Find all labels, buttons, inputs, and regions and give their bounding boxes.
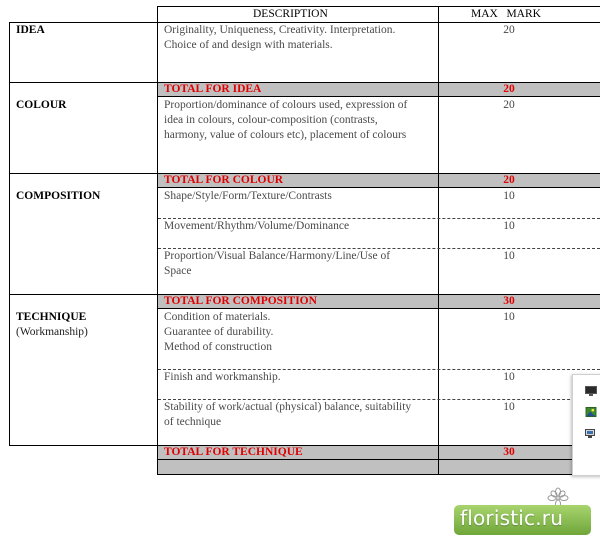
technique-item-3-mark: 10 (503, 401, 515, 413)
colour-desc-line-2: idea in colours, colour-composition (contrasts, (164, 114, 378, 126)
composition-total-label: TOTAL FOR COMPOSITION (164, 295, 317, 307)
idea-desc-line-1: Originality, Uniqueness, Creativity. Interpretation. (164, 24, 396, 36)
idea-desc-line-2: Choice of and design with materials. (164, 39, 333, 51)
max-mark-header: MAX MARK (471, 8, 541, 20)
idea-mark: 20 (503, 24, 515, 36)
technique-total-mark: 30 (503, 446, 515, 458)
composition-item-3-mark: 10 (503, 250, 515, 262)
marking-table (9, 0, 600, 475)
composition-item-1-mark: 10 (503, 190, 515, 202)
technique-item-1-line-3: Method of construction (164, 341, 272, 353)
technique-item-3-line-2: of technique (164, 416, 222, 428)
logo-text: floristic.ru (460, 506, 564, 530)
technique-item-2-mark: 10 (503, 371, 515, 383)
monitor-icon[interactable] (585, 386, 597, 396)
technique-item-1-line-2: Guarantee of durability. (164, 326, 274, 338)
idea-total-label: TOTAL FOR IDEA (164, 83, 262, 95)
floristic-logo (454, 505, 591, 535)
technique-item-1-line-1: Condition of materials. (164, 311, 271, 323)
composition-item-1: Shape/Style/Form/Texture/Contrasts (164, 190, 332, 202)
image-icon[interactable] (585, 407, 597, 417)
technique-total-label: TOTAL FOR TECHNIQUE (164, 446, 303, 458)
composition-total-mark: 30 (503, 295, 515, 307)
composition-item-2-mark: 10 (503, 220, 515, 232)
idea-total-mark: 20 (503, 83, 515, 95)
composition-item-3-line-1: Proportion/Visual Balance/Harmony/Line/Use of (164, 250, 391, 262)
network-icon[interactable] (585, 429, 597, 439)
idea-label: IDEA (16, 24, 45, 36)
footer-band (157, 460, 600, 474)
tray-panel (572, 374, 600, 476)
colour-total-mark: 20 (503, 174, 515, 186)
composition-label: COMPOSITION (16, 190, 101, 202)
colour-total-label: TOTAL FOR COLOUR (164, 174, 284, 186)
colour-mark: 20 (503, 99, 515, 111)
composition-item-3-line-2: Space (164, 265, 192, 277)
technique-label: TECHNIQUE (16, 311, 87, 323)
technique-item-2: Finish and workmanship. (164, 371, 281, 383)
colour-desc-line-3: harmony, value of colours etc), placement of colours (164, 129, 407, 141)
technique-item-3-line-1: Stability of work/actual (physical) balance, suitability (164, 401, 412, 413)
colour-desc-line-1: Proportion/dominance of colours used, expression of (164, 99, 408, 111)
col-divider-1 (157, 6, 158, 475)
table-bottom (157, 474, 600, 475)
description-header: DESCRIPTION (253, 8, 328, 20)
technique-item-1-mark: 10 (503, 311, 515, 323)
left-border (9, 22, 10, 445)
composition-item-2: Movement/Rhythm/Volume/Dominance (164, 220, 350, 232)
technique-sublabel: (Workmanship) (16, 326, 88, 338)
colour-label: COLOUR (16, 99, 67, 111)
